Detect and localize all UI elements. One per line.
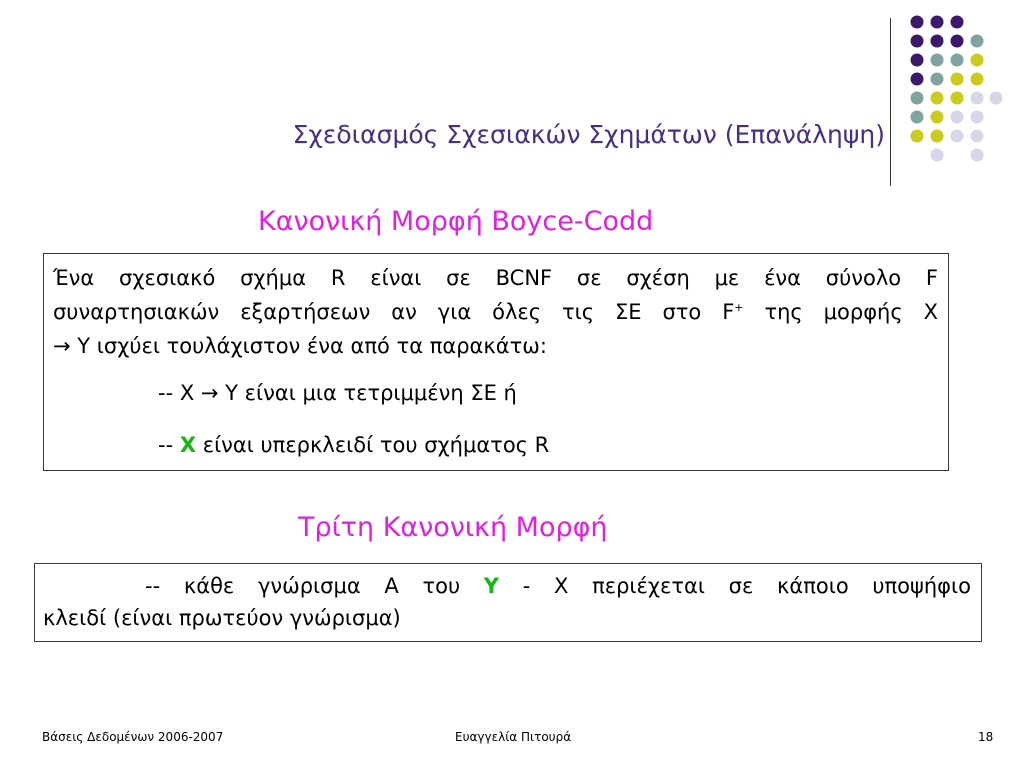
bcnf-condition-2 <box>158 433 549 457</box>
3nf-line-1-prefix: -- κάθε γνώρισμα A του <box>145 574 484 598</box>
dot <box>931 54 944 67</box>
bcnf-line-2 <box>53 300 938 324</box>
bcnf-definition-box <box>43 253 949 471</box>
dot <box>931 111 944 124</box>
dot <box>931 35 944 48</box>
decorative-dot-grid <box>0 0 1024 200</box>
dot <box>971 73 984 86</box>
dot <box>931 16 944 29</box>
3nf-line-2: κλειδί (είναι πρωτεύον γνώρισμα) <box>43 606 401 630</box>
dot <box>951 92 964 105</box>
title-divider-line <box>890 18 891 186</box>
footer-course: Βάσεις Δεδομένων 2006-2007 <box>42 730 224 744</box>
dot <box>911 54 924 67</box>
page-number: 18 <box>978 730 994 744</box>
dot <box>911 73 924 86</box>
3nf-heading: Τρίτη Κανονική Μορφή <box>298 512 608 543</box>
dot <box>931 73 944 86</box>
dot <box>971 92 984 105</box>
dot <box>951 16 964 29</box>
dot <box>971 149 984 162</box>
dot <box>951 73 964 86</box>
dot <box>951 35 964 48</box>
3nf-line-1 <box>145 574 971 598</box>
3nf-definition-box <box>34 563 982 642</box>
dot <box>911 130 924 143</box>
bcnf-line-3: → Y ισχύει τουλάχιστον ένα από τα παρακάτω: <box>53 334 547 358</box>
bcnf-line-1: Ένα σχεσιακό σχήμα R είναι σε BCNF σε σχέση με ένα σύνολο F <box>53 266 938 290</box>
dot <box>911 111 924 124</box>
dot <box>971 111 984 124</box>
closure-superscript: + <box>734 301 744 314</box>
dot <box>931 130 944 143</box>
condition-dash: -- <box>158 433 180 457</box>
3nf-line-1-rest: - X περιέχεται σε κάποιο υποψήφιο <box>499 574 971 598</box>
footer-author: Ευαγγελία Πιτουρά <box>455 730 572 744</box>
bcnf-line-2-text: συναρτησιακών εξαρτήσεων αν για όλες τις ΣΕ στο F <box>53 300 735 324</box>
dot <box>911 16 924 29</box>
dot <box>951 111 964 124</box>
dot <box>951 54 964 67</box>
bcnf-heading: Κανονική Μορφή Boyce-Codd <box>258 206 654 237</box>
dot <box>990 92 1003 105</box>
bcnf-condition-1: -- X → Y είναι μια τετριμμένη ΣΕ ή <box>158 381 517 405</box>
dot <box>971 35 984 48</box>
dot <box>971 54 984 67</box>
slide-title: Σχεδιασμός Σχεσιακών Σχημάτων (Επανάληψη) <box>292 120 885 149</box>
condition-text: είναι υπερκλειδί του σχήματος R <box>196 433 550 457</box>
dot <box>931 149 944 162</box>
highlight-y: Y <box>483 574 500 598</box>
bcnf-line-2-end: της μορφής X <box>743 300 939 324</box>
highlight-x: X <box>179 433 197 457</box>
dot <box>911 92 924 105</box>
dot <box>911 35 924 48</box>
dot <box>971 130 984 143</box>
dot <box>931 92 944 105</box>
dot <box>951 130 964 143</box>
